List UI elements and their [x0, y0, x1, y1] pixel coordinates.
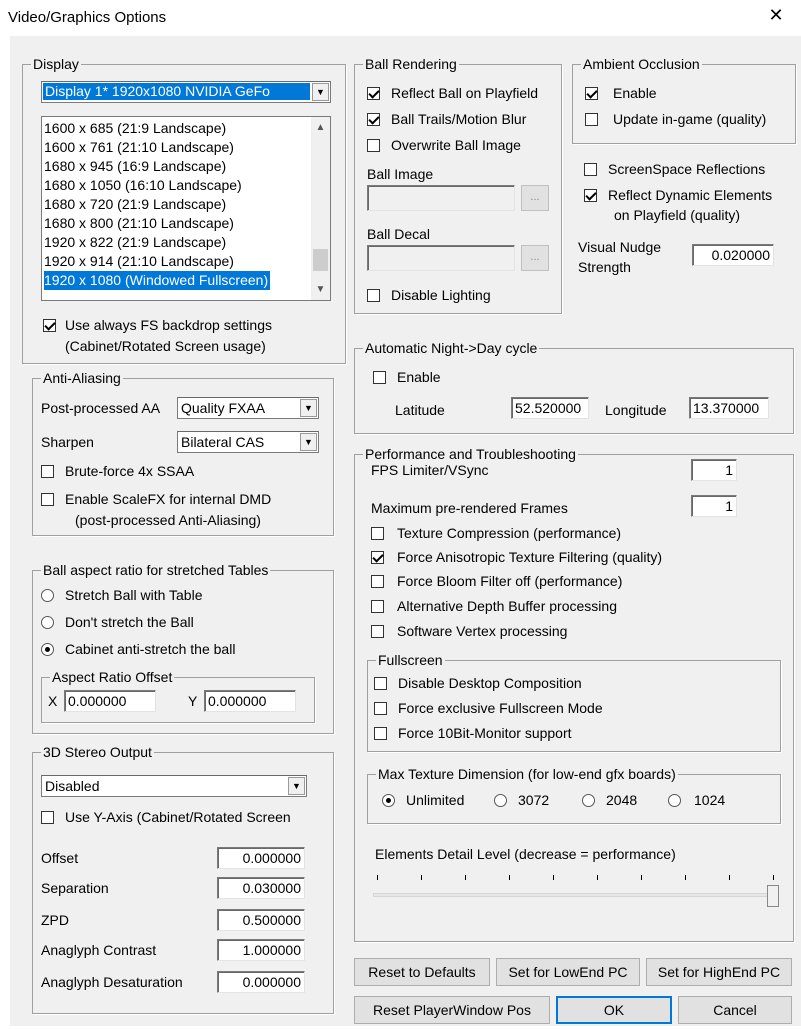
fs-backdrop-label: Use always FS backdrop settings [65, 317, 272, 333]
anaglyph-contrast-value: 1.000000 [242, 942, 301, 958]
bloom-label: Force Bloom Filter off (performance) [397, 573, 623, 589]
slider-tick [509, 875, 510, 880]
stereo-group-label: 3D Stereo Output [43, 744, 152, 760]
desktop-comp-checkbox[interactable] [374, 677, 387, 690]
separation-value: 0.030000 [242, 880, 301, 896]
resolution-scrollbar[interactable] [311, 117, 330, 300]
lowend-pc-button[interactable]: Set for LowEnd PC [496, 958, 640, 986]
nudge-label: Visual Nudge [578, 239, 662, 255]
offset-label: Offset [41, 850, 79, 866]
yaxis-checkbox[interactable] [41, 811, 54, 824]
nudge-sublabel: Strength [578, 259, 631, 275]
longitude-input[interactable] [689, 397, 769, 419]
maxtex-1024-radio[interactable] [668, 794, 681, 807]
overwrite-ball-label: Overwrite Ball Image [391, 137, 521, 153]
frames-label: Maximum pre-rendered Frames [371, 500, 568, 516]
fps-label: FPS Limiter/VSync [371, 462, 489, 478]
night-day-label: Automatic Night->Day cycle [365, 340, 538, 356]
frames-input[interactable] [691, 495, 737, 517]
performance-group [354, 446, 794, 942]
fs-backdrop-checkbox[interactable] [43, 319, 56, 332]
ssr-checkbox[interactable] [584, 163, 597, 176]
y-offset-value: 0.000000 [208, 693, 267, 709]
fullscreen-group [367, 652, 781, 752]
separation-label: Separation [41, 880, 109, 896]
detail-level-label: Elements Detail Level (decrease = performance) [375, 846, 676, 862]
performance-label: Performance and Troubleshooting [365, 446, 576, 462]
slider-tick [421, 875, 422, 880]
y-offset-input[interactable] [204, 690, 296, 712]
fs-backdrop-sublabel: (Cabinet/Rotated Screen usage) [65, 338, 266, 354]
stereo-mode-value: Disabled [45, 778, 100, 794]
anaglyph-desat-label: Anaglyph Desaturation [41, 974, 183, 990]
slider-tick [553, 875, 554, 880]
anaglyph-contrast-label: Anaglyph Contrast [41, 942, 157, 958]
chevron-down-icon[interactable]: ▼ [300, 399, 317, 417]
slider-tick [465, 875, 466, 880]
aniso-checkbox[interactable] [371, 551, 384, 564]
ball-trails-label: Ball Trails/Motion Blur [391, 111, 527, 127]
resolution-list[interactable] [41, 116, 331, 301]
longitude-label: Longitude [605, 402, 667, 418]
ball-image-label: Ball Image [367, 166, 434, 182]
dialog-client [10, 36, 801, 1026]
aspect-offset-group [41, 669, 315, 723]
zpd-value: 0.500000 [242, 912, 301, 928]
close-icon[interactable]: ✕ [768, 5, 784, 25]
zpd-label: ZPD [41, 912, 69, 928]
ssaa-label: Brute-force 4x SSAA [65, 463, 195, 479]
overwrite-ball-checkbox[interactable] [367, 139, 380, 152]
night-day-enable-label: Enable [397, 369, 441, 385]
yaxis-label: Use Y-Axis (Cabinet/Rotated Screen [65, 809, 291, 825]
ao-enable-checkbox[interactable] [585, 87, 598, 100]
slider-thumb[interactable] [767, 885, 779, 907]
maxtex-unlimited-radio[interactable] [382, 794, 395, 807]
slider-tick [729, 875, 730, 880]
list-item[interactable]: 1680 x 800 (21:10 Landscape) [44, 215, 234, 231]
x-label: X [48, 693, 58, 709]
ssr-label: ScreenSpace Reflections [608, 161, 766, 177]
desktop-comp-label: Disable Desktop Composition [398, 675, 582, 691]
reflect-dynamic-checkbox[interactable] [584, 189, 597, 202]
ball-decal-input[interactable] [367, 245, 515, 271]
scalefx-checkbox[interactable] [41, 493, 54, 506]
chevron-down-icon[interactable]: ▼ [312, 83, 329, 101]
list-item[interactable]: 1920 x 914 (21:10 Landscape) [44, 253, 234, 269]
tenbit-checkbox[interactable] [374, 727, 387, 740]
sharpen-value: Bilateral CAS [181, 434, 265, 450]
latitude-input[interactable] [511, 397, 589, 419]
display-group-label: Display [33, 56, 79, 72]
slider-track[interactable] [373, 893, 779, 897]
fps-input[interactable] [691, 459, 737, 481]
y-label: Y [188, 693, 198, 709]
maxtex-1024-label: 1024 [694, 792, 726, 808]
fullscreen-label: Fullscreen [378, 652, 443, 668]
scalefx-sublabel: (post-processed Anti-Aliasing) [75, 512, 261, 528]
scroll-down-icon[interactable]: ▼ [315, 284, 326, 295]
x-offset-value: 0.000000 [68, 693, 127, 709]
sharpen-label: Sharpen [41, 434, 94, 450]
maxtex-group [367, 766, 781, 824]
depth-checkbox[interactable] [371, 600, 384, 613]
slider-tick [597, 875, 598, 880]
ao-enable-label: Enable [613, 85, 657, 101]
list-item-selected[interactable]: 1920 x 1080 (Windowed Fullscreen) [44, 272, 269, 288]
reset-defaults-button[interactable]: Reset to Defaults [354, 958, 490, 986]
maxtex-label: Max Texture Dimension (for low-end gfx boards) [378, 766, 676, 782]
latitude-label: Latitude [395, 402, 445, 418]
x-offset-input[interactable] [64, 690, 156, 712]
tenbit-label: Force 10Bit-Monitor support [398, 725, 572, 741]
display-select[interactable] [41, 81, 331, 103]
ball-rendering-group-label: Ball Rendering [365, 56, 457, 72]
list-item[interactable]: 1600 x 761 (21:10 Landscape) [44, 139, 234, 155]
reflect-dynamic-sublabel: on Playfield (quality) [614, 207, 741, 223]
reflect-ball-checkbox[interactable] [367, 87, 380, 100]
ball-image-browse-button[interactable]: ... [521, 185, 549, 211]
antialiasing-group [32, 370, 334, 536]
dont-stretch-label: Don't stretch the Ball [65, 614, 194, 630]
display-group [22, 56, 346, 364]
separation-input[interactable] [217, 877, 305, 899]
scalefx-label: Enable ScaleFX for internal DMD [65, 491, 272, 507]
anaglyph-contrast-input[interactable] [217, 939, 305, 961]
reflect-dynamic-label: Reflect Dynamic Elements [608, 187, 773, 203]
ppaa-select[interactable] [177, 397, 319, 419]
maxtex-unlimited-label: Unlimited [406, 792, 465, 808]
nudge-strength-input[interactable] [692, 244, 774, 266]
chevron-down-icon[interactable]: ▼ [300, 433, 317, 451]
longitude-value: 13.370000 [693, 400, 760, 416]
maxtex-3072-radio[interactable] [494, 794, 507, 807]
night-day-enable-checkbox[interactable] [373, 371, 386, 384]
list-item[interactable]: 1680 x 945 (16:9 Landscape) [44, 158, 227, 174]
stereo-mode-select[interactable] [41, 775, 307, 797]
ao-update-checkbox[interactable] [585, 113, 598, 126]
texcomp-label: Texture Compression (performance) [397, 525, 622, 541]
ambient-occlusion-label: Ambient Occlusion [583, 56, 700, 72]
stretch-ball-label: Stretch Ball with Table [65, 587, 203, 603]
highend-pc-button[interactable]: Set for HighEnd PC [646, 958, 792, 986]
bloom-checkbox[interactable] [371, 575, 384, 588]
ambient-occlusion-group [572, 56, 796, 144]
list-item[interactable]: 1680 x 1050 (16:10 Landscape) [44, 177, 242, 193]
fps-value: 1 [725, 462, 733, 478]
maxtex-2048-label: 2048 [606, 792, 638, 808]
anti-stretch-radio[interactable] [41, 643, 54, 656]
ball-rendering-group [354, 56, 562, 314]
ppaa-label: Post-processed AA [41, 400, 161, 416]
title-bar [0, 0, 801, 36]
ssaa-checkbox[interactable] [41, 465, 54, 478]
texcomp-checkbox[interactable] [371, 527, 384, 540]
slider-tick [773, 875, 774, 880]
ball-image-input[interactable] [367, 185, 515, 211]
vertex-label: Software Vertex processing [397, 623, 568, 639]
list-item[interactable]: 1680 x 720 (21:9 Landscape) [44, 196, 227, 212]
stereo-group [32, 744, 334, 1014]
slider-tick [377, 875, 378, 880]
ok-button[interactable]: OK [556, 996, 672, 1024]
slider-tick [641, 875, 642, 880]
antialiasing-group-label: Anti-Aliasing [43, 370, 121, 386]
nudge-strength-value: 0.020000 [711, 247, 770, 263]
stretch-ball-radio[interactable] [41, 589, 54, 602]
anaglyph-desat-input[interactable] [217, 971, 305, 993]
chevron-down-icon[interactable]: ▼ [288, 777, 305, 795]
ppaa-value: Quality FXAA [181, 400, 266, 416]
maxtex-2048-radio[interactable] [582, 794, 595, 807]
dont-stretch-radio[interactable] [41, 616, 54, 629]
aniso-label: Force Anisotropic Texture Filtering (quality) [397, 549, 663, 565]
aspect-offset-label: Aspect Ratio Offset [52, 669, 173, 685]
ball-trails-checkbox[interactable] [367, 113, 380, 126]
display-select-value: Display 1* 1920x1080 NVIDIA GeFo [43, 83, 310, 100]
scroll-up-icon[interactable]: ▲ [315, 122, 326, 133]
ball-decal-label: Ball Decal [367, 226, 431, 242]
yaxis-label-clip [65, 808, 325, 828]
exclusive-fs-label: Force exclusive Fullscreen Mode [398, 700, 603, 716]
ball-aspect-group [32, 562, 334, 734]
night-day-group [354, 340, 794, 434]
ball-aspect-group-label: Ball aspect ratio for stretched Tables [43, 562, 269, 578]
exclusive-fs-checkbox[interactable] [374, 702, 387, 715]
sharpen-select[interactable] [177, 431, 319, 453]
list-item[interactable]: 1920 x 822 (21:9 Landscape) [44, 234, 227, 250]
depth-label: Alternative Depth Buffer processing [397, 598, 617, 614]
maxtex-3072-label: 3072 [518, 792, 550, 808]
scrollbar-thumb[interactable] [313, 249, 328, 271]
ao-update-label: Update in-game (quality) [613, 111, 767, 127]
list-item[interactable]: 1600 x 685 (21:9 Landscape) [44, 120, 227, 136]
offset-input[interactable] [217, 847, 305, 869]
frames-value: 1 [725, 498, 733, 514]
ball-decal-browse-button[interactable]: ... [521, 245, 549, 271]
offset-value: 0.000000 [242, 850, 301, 866]
disable-lighting-label: Disable Lighting [391, 287, 491, 303]
zpd-input[interactable] [217, 909, 305, 931]
disable-lighting-checkbox[interactable] [367, 289, 380, 302]
latitude-value: 52.520000 [515, 400, 582, 416]
vertex-checkbox[interactable] [371, 625, 384, 638]
anti-stretch-label: Cabinet anti-stretch the ball [65, 641, 236, 657]
reflect-ball-label: Reflect Ball on Playfield [391, 85, 539, 101]
anaglyph-desat-value: 0.000000 [242, 974, 301, 990]
window-title: Video/Graphics Options [8, 9, 167, 26]
cancel-button[interactable]: Cancel [678, 996, 792, 1024]
slider-tick [685, 875, 686, 880]
reset-window-button[interactable]: Reset PlayerWindow Pos [354, 996, 550, 1024]
